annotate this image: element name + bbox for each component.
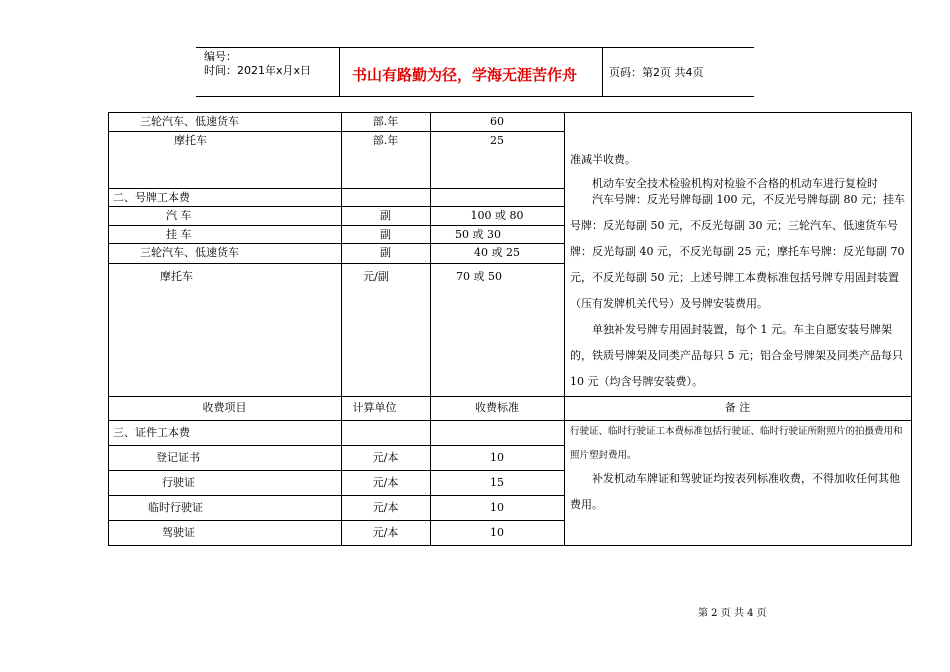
row-unit: 副 — [380, 228, 391, 241]
row-line — [108, 520, 565, 521]
remark-line: 单独补发号牌专用固封装置，每个 1 元。车主自愿安装号牌架的，铁质号牌架及同类产品每只 5 元；铝合金号牌架及同类产品每只 10 元（均含号牌安装费）。 — [570, 323, 903, 388]
row-line — [108, 225, 565, 226]
row-line — [108, 188, 565, 189]
header-number-label: 编号： — [204, 50, 237, 63]
row-unit: 元/本 — [372, 501, 399, 514]
row-item: 摩托车 — [174, 134, 207, 147]
section-two-remarks — [570, 187, 908, 395]
row-standard: 10 — [490, 526, 504, 539]
row-unit: 元/本 — [372, 451, 399, 464]
row-unit: 副 — [380, 246, 391, 259]
row-item: 摩托车 — [160, 270, 193, 283]
table-top-border — [108, 112, 912, 113]
remark-line: 机动车安全技术检验机构对检验不合格的机动车进行复检时 — [592, 177, 878, 190]
header-remark: 备 注 — [724, 401, 751, 414]
row-standard: 50 或 30 — [455, 228, 501, 241]
row-item: 三轮汽车、低速货车 — [140, 115, 239, 128]
section-three-remarks — [570, 420, 908, 468]
row-line — [108, 243, 565, 244]
remark-line: 行驶证、临时行驶证工本费标准包括行驶证、临时行驶证所附照片的拍摄费用和照片塑封费用。 — [570, 426, 903, 461]
row-unit: 副 — [380, 209, 391, 222]
col-divider-3 — [564, 112, 565, 546]
row-item: 行驶证 — [162, 476, 195, 489]
header-bottom-border — [196, 96, 754, 97]
header-page-label: 页码：第2页 共4页 — [609, 66, 704, 79]
row-standard: 15 — [490, 476, 504, 489]
header-standard: 收费标准 — [475, 401, 519, 414]
table-right-border — [911, 112, 912, 546]
row-standard: 10 — [490, 451, 504, 464]
row-unit: 部.年 — [372, 134, 399, 147]
section-two-remarks — [570, 147, 906, 173]
header-row-top — [108, 396, 912, 397]
header-item: 收费项目 — [202, 401, 247, 414]
table-left-border — [108, 112, 109, 546]
section-title: 二、号牌工本费 — [113, 191, 190, 204]
row-item: 三轮汽车、低速货车 — [140, 246, 239, 259]
row-item: 临时行驶证 — [148, 501, 203, 514]
header-motto: 书山有路勤为径，学海无涯苦作舟 — [352, 66, 578, 84]
header-top-border — [196, 47, 754, 48]
row-unit: 部.年 — [372, 115, 399, 128]
row-standard: 10 — [490, 501, 504, 514]
row-line — [108, 263, 565, 264]
header-unit: 计算单位 — [352, 401, 397, 414]
row-item: 挂 车 — [166, 228, 192, 241]
page-footer: 第 2 页 共 4 页 — [698, 608, 767, 619]
row-unit: 元/副 — [363, 270, 389, 283]
row-line — [108, 445, 565, 446]
section-title: 三、证件工本费 — [113, 426, 190, 439]
row-item: 登记证书 — [156, 451, 200, 464]
row-standard: 100 或 80 — [470, 209, 524, 222]
row-standard: 25 — [490, 134, 504, 147]
remark-line: 汽车号牌：反光号牌每副 100 元，不反光号牌每副 80 元；挂车号牌：反光每副 50 元，不反光每副 30 元；三轮汽车、低速货车号牌：反光每副 40 元，不反光每副 25 元；摩托车号牌：反光每副 70 元，不反光每副 50 元；上述号牌工本费标准包括号牌专用固封装置（压有发牌机关代号）及号牌安装费用。 — [570, 193, 905, 310]
remark-line: 准减半收费。 — [570, 153, 636, 166]
row-unit: 元/本 — [372, 476, 399, 489]
row-line — [108, 470, 565, 471]
row-item: 汽 车 — [166, 209, 192, 222]
row-line — [108, 495, 565, 496]
remark-line: 补发机动车牌证和驾驶证均按表列标准收费，不得加收任何其他费用。 — [570, 472, 900, 511]
header-divider-left — [339, 47, 340, 97]
table-bottom-border — [108, 545, 912, 546]
row-standard: 70 或 50 — [456, 270, 502, 283]
row-item: 驾驶证 — [162, 526, 195, 539]
row-standard: 40 或 25 — [474, 246, 520, 259]
row-standard: 60 — [490, 115, 504, 128]
row-line — [108, 206, 565, 207]
section-three-remarks — [570, 466, 908, 518]
header-time-label: 时间：2021年x月x日 — [204, 64, 312, 77]
row-line — [108, 131, 565, 132]
header-divider-right — [602, 47, 603, 97]
row-unit: 元/本 — [372, 526, 399, 539]
